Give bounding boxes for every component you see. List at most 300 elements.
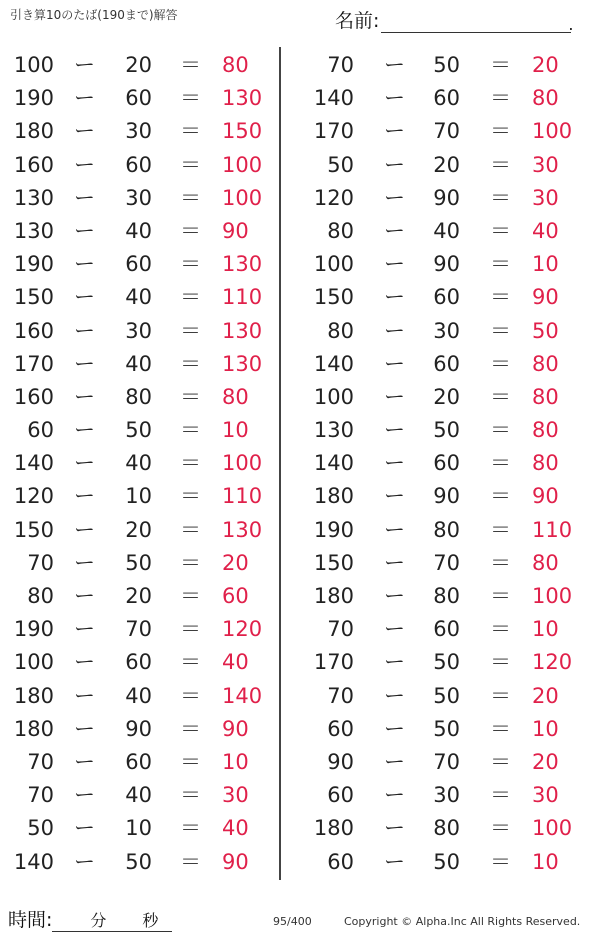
minus-sign: ー [384, 53, 405, 77]
equals-sign: ＝ [180, 517, 201, 542]
minuend: 70 [27, 749, 54, 774]
right-problem-column [310, 49, 590, 879]
subtrahend: 80 [433, 584, 460, 608]
minuend: 140 [313, 351, 354, 376]
equals-sign: ＝ [490, 185, 511, 210]
answer: 110 [222, 484, 263, 509]
minus-sign: ー [384, 384, 405, 409]
minuend: 140 [13, 451, 54, 476]
minus-sign: ー [74, 285, 95, 310]
subtrahend: 40 [125, 451, 152, 476]
minus-sign: ー [384, 783, 405, 808]
problem-row [310, 182, 590, 215]
equals-sign: ＝ [180, 550, 201, 575]
subtrahend: 30 [433, 783, 460, 808]
minus-sign: ー [74, 816, 95, 841]
minus-sign: ー [74, 517, 95, 542]
equals-sign: ＝ [180, 152, 201, 177]
subtrahend: 50 [433, 683, 460, 708]
answer: 110 [222, 285, 263, 310]
minus-sign: ー [74, 617, 95, 642]
subtrahend: 80 [125, 384, 152, 409]
minutes-label: 分 [90, 911, 107, 930]
subtrahend: 60 [433, 351, 460, 376]
minuend: 80 [27, 584, 54, 608]
left-problem-column [0, 49, 280, 879]
minuend: 160 [13, 318, 54, 343]
problem-row [310, 514, 590, 547]
minus-sign: ー [74, 384, 95, 409]
subtrahend: 60 [125, 650, 152, 675]
equals-sign: ＝ [490, 451, 511, 476]
equals-sign: ＝ [180, 584, 201, 608]
problem-row [310, 779, 590, 812]
subtrahend: 20 [125, 584, 152, 608]
answer: 100 [222, 152, 263, 177]
problem-row [0, 580, 280, 613]
minuend: 180 [313, 584, 354, 608]
minuend: 80 [327, 318, 354, 343]
answer: 10 [532, 716, 559, 741]
minus-sign: ー [74, 650, 95, 675]
equals-sign: ＝ [180, 418, 201, 443]
answer: 40 [222, 816, 249, 841]
answer: 20 [532, 683, 559, 708]
equals-sign: ＝ [180, 683, 201, 708]
equals-sign: ＝ [180, 351, 201, 376]
name-field [335, 6, 574, 34]
problem-row [310, 414, 590, 447]
minus-sign: ー [74, 683, 95, 708]
subtrahend: 20 [125, 517, 152, 542]
answer: 30 [532, 783, 559, 808]
subtrahend: 70 [433, 119, 460, 144]
subtrahend: 30 [125, 318, 152, 343]
minus-sign: ー [384, 152, 405, 177]
answer: 130 [222, 318, 263, 343]
problem-row [0, 680, 280, 713]
subtrahend: 90 [125, 716, 152, 741]
problem-row [0, 447, 280, 480]
subtrahend: 30 [433, 318, 460, 343]
subtrahend: 20 [433, 384, 460, 409]
equals-sign: ＝ [490, 749, 511, 774]
minuend: 80 [327, 218, 354, 243]
subtrahend: 60 [125, 86, 152, 111]
answer: 30 [532, 152, 559, 177]
minus-sign: ー [384, 252, 405, 277]
equals-sign: ＝ [180, 783, 201, 808]
equals-sign: ＝ [490, 517, 511, 542]
equals-sign: ＝ [180, 484, 201, 509]
answer: 90 [532, 484, 559, 509]
minuend: 190 [13, 617, 54, 642]
minus-sign: ー [74, 53, 95, 77]
minus-sign: ー [384, 617, 405, 642]
answer: 140 [222, 683, 263, 708]
answer: 130 [222, 517, 263, 542]
problem-row [0, 248, 280, 281]
problem-row [310, 846, 590, 879]
subtrahend: 60 [433, 285, 460, 310]
problem-row [0, 480, 280, 513]
problem-row [0, 281, 280, 314]
answer: 20 [222, 550, 249, 575]
answer: 110 [532, 517, 573, 542]
problem-row [0, 646, 280, 679]
subtrahend: 30 [125, 185, 152, 210]
minuend: 130 [313, 418, 354, 443]
answer: 90 [532, 285, 559, 310]
problem-row [310, 613, 590, 646]
subtrahend: 40 [433, 218, 460, 243]
problem-row [310, 82, 590, 115]
minuend: 180 [313, 816, 354, 841]
subtrahend: 60 [433, 86, 460, 111]
subtrahend: 50 [125, 550, 152, 575]
answer: 100 [532, 816, 573, 841]
answer: 100 [222, 451, 263, 476]
minus-sign: ー [74, 218, 95, 243]
equals-sign: ＝ [490, 816, 511, 841]
problem-row [0, 115, 280, 148]
problem-row [0, 315, 280, 348]
minuend: 190 [313, 517, 354, 542]
subtrahend: 50 [125, 849, 152, 874]
problem-row [0, 746, 280, 779]
minuend: 70 [27, 783, 54, 808]
problem-row [310, 480, 590, 513]
subtrahend: 20 [125, 53, 152, 77]
minuend: 60 [327, 849, 354, 874]
minus-sign: ー [384, 351, 405, 376]
minuend: 60 [327, 783, 354, 808]
equals-sign: ＝ [180, 451, 201, 476]
minus-sign: ー [384, 451, 405, 476]
equals-sign: ＝ [180, 650, 201, 675]
minus-sign: ー [384, 318, 405, 343]
minus-sign: ー [384, 683, 405, 708]
equals-sign: ＝ [490, 683, 511, 708]
problem-row [0, 514, 280, 547]
answer: 80 [532, 451, 559, 476]
time-field [8, 905, 172, 932]
answer: 120 [222, 617, 263, 642]
minus-sign: ー [74, 119, 95, 144]
problem-row [310, 315, 590, 348]
answer: 30 [532, 185, 559, 210]
minuend: 60 [27, 418, 54, 443]
problem-row [0, 49, 280, 82]
answer: 30 [222, 783, 249, 808]
problem-row [310, 580, 590, 613]
subtrahend: 70 [433, 749, 460, 774]
answer: 80 [222, 384, 249, 409]
subtrahend: 50 [433, 849, 460, 874]
answer: 100 [532, 119, 573, 144]
subtrahend: 40 [125, 285, 152, 310]
time-blank-line[interactable] [52, 911, 172, 932]
answer: 90 [222, 716, 249, 741]
subtrahend: 10 [125, 484, 152, 509]
minus-sign: ー [384, 716, 405, 741]
minuend: 150 [313, 285, 354, 310]
problem-row [0, 779, 280, 812]
minuend: 190 [13, 86, 54, 111]
minus-sign: ー [74, 484, 95, 509]
minuend: 180 [13, 119, 54, 144]
minuend: 140 [313, 86, 354, 111]
answer: 50 [532, 318, 559, 343]
minus-sign: ー [74, 550, 95, 575]
equals-sign: ＝ [490, 849, 511, 874]
problem-row [310, 680, 590, 713]
problem-row [310, 348, 590, 381]
answer: 10 [532, 617, 559, 642]
minuend: 180 [313, 484, 354, 509]
answer: 80 [532, 418, 559, 443]
equals-sign: ＝ [490, 285, 511, 310]
problem-row [310, 646, 590, 679]
minus-sign: ー [74, 716, 95, 741]
minuend: 130 [13, 218, 54, 243]
minus-sign: ー [384, 650, 405, 675]
equals-sign: ＝ [180, 749, 201, 774]
equals-sign: ＝ [490, 617, 511, 642]
problem-row [310, 215, 590, 248]
minuend: 70 [327, 53, 354, 77]
minuend: 140 [13, 849, 54, 874]
equals-sign: ＝ [180, 716, 201, 741]
problem-row [310, 381, 590, 414]
problem-row [0, 149, 280, 182]
problem-row [310, 149, 590, 182]
minuend: 70 [327, 617, 354, 642]
equals-sign: ＝ [490, 783, 511, 808]
equals-sign: ＝ [490, 351, 511, 376]
problem-row [0, 215, 280, 248]
time-label: 時間: [8, 909, 53, 931]
answer: 80 [532, 550, 559, 575]
answer: 10 [222, 749, 249, 774]
minus-sign: ー [74, 86, 95, 111]
equals-sign: ＝ [490, 484, 511, 509]
name-label: 名前: [335, 10, 380, 32]
minus-sign: ー [74, 451, 95, 476]
minuend: 100 [313, 384, 354, 409]
minuend: 150 [313, 550, 354, 575]
equals-sign: ＝ [180, 285, 201, 310]
problem-row [310, 281, 590, 314]
equals-sign: ＝ [490, 152, 511, 177]
minuend: 100 [313, 252, 354, 277]
equals-sign: ＝ [490, 418, 511, 443]
equals-sign: ＝ [490, 716, 511, 741]
equals-sign: ＝ [490, 650, 511, 675]
answer: 20 [532, 53, 559, 77]
minuend: 50 [327, 152, 354, 177]
minus-sign: ー [384, 849, 405, 874]
equals-sign: ＝ [180, 218, 201, 243]
answer: 130 [222, 86, 263, 111]
problem-row [0, 713, 280, 746]
answer: 120 [532, 650, 573, 675]
equals-sign: ＝ [180, 816, 201, 841]
problem-row [0, 381, 280, 414]
minuend: 90 [327, 749, 354, 774]
equals-sign: ＝ [490, 550, 511, 575]
problem-row [310, 248, 590, 281]
minus-sign: ー [384, 517, 405, 542]
minuend: 160 [13, 384, 54, 409]
subtrahend: 50 [433, 716, 460, 741]
problem-row [0, 182, 280, 215]
minus-sign: ー [74, 418, 95, 443]
subtrahend: 60 [433, 617, 460, 642]
problem-row [0, 846, 280, 879]
answer: 10 [532, 252, 559, 277]
minuend: 140 [313, 451, 354, 476]
minuend: 60 [327, 716, 354, 741]
minuend: 170 [313, 650, 354, 675]
minus-sign: ー [74, 849, 95, 874]
minuend: 170 [313, 119, 354, 144]
problem-row [0, 613, 280, 646]
minuend: 100 [13, 650, 54, 675]
minuend: 70 [27, 550, 54, 575]
equals-sign: ＝ [180, 119, 201, 144]
minuend: 150 [13, 285, 54, 310]
equals-sign: ＝ [180, 318, 201, 343]
equals-sign: ＝ [180, 53, 201, 77]
answer: 150 [222, 119, 263, 144]
problem-row [310, 115, 590, 148]
subtrahend: 40 [125, 783, 152, 808]
equals-sign: ＝ [180, 252, 201, 277]
subtrahend: 50 [433, 53, 460, 77]
minus-sign: ー [74, 749, 95, 774]
answer: 80 [532, 384, 559, 409]
minus-sign: ー [384, 185, 405, 210]
minuend: 120 [13, 484, 54, 509]
equals-sign: ＝ [490, 53, 511, 77]
minus-sign: ー [384, 86, 405, 111]
minuend: 180 [13, 683, 54, 708]
minus-sign: ー [74, 584, 95, 608]
minuend: 130 [13, 185, 54, 210]
worksheet-title: 引き算10のたば(190まで)解答 [10, 8, 178, 22]
minus-sign: ー [384, 218, 405, 243]
equals-sign: ＝ [180, 185, 201, 210]
subtrahend: 40 [125, 683, 152, 708]
minus-sign: ー [384, 749, 405, 774]
answer: 80 [532, 86, 559, 111]
answer: 80 [222, 53, 249, 77]
equals-sign: ＝ [180, 849, 201, 874]
equals-sign: ＝ [490, 119, 511, 144]
minuend: 190 [13, 252, 54, 277]
equals-sign: ＝ [180, 617, 201, 642]
page-number: 95/400 [273, 915, 312, 928]
problem-row [310, 447, 590, 480]
minuend: 160 [13, 152, 54, 177]
subtrahend: 40 [125, 218, 152, 243]
equals-sign: ＝ [180, 86, 201, 111]
problem-row [0, 348, 280, 381]
minus-sign: ー [74, 783, 95, 808]
answer: 20 [532, 749, 559, 774]
answer: 80 [532, 351, 559, 376]
seconds-label: 秒 [142, 911, 159, 930]
subtrahend: 60 [125, 152, 152, 177]
subtrahend: 50 [433, 418, 460, 443]
minus-sign: ー [384, 285, 405, 310]
minuend: 70 [327, 683, 354, 708]
subtrahend: 90 [433, 484, 460, 509]
name-end-dot: . [568, 15, 574, 34]
minuend: 120 [313, 185, 354, 210]
answer: 130 [222, 351, 263, 376]
minus-sign: ー [384, 550, 405, 575]
equals-sign: ＝ [180, 384, 201, 409]
problem-row [310, 713, 590, 746]
column-divider [279, 47, 281, 880]
minus-sign: ー [384, 119, 405, 144]
equals-sign: ＝ [490, 218, 511, 243]
copyright-text: Copyright © Alpha.Inc All Rights Reserved. [344, 915, 581, 928]
answer: 60 [222, 584, 249, 608]
minus-sign: ー [384, 484, 405, 509]
minuend: 180 [13, 716, 54, 741]
answer: 10 [532, 849, 559, 874]
minus-sign: ー [384, 418, 405, 443]
problem-row [0, 812, 280, 845]
subtrahend: 80 [433, 517, 460, 542]
answer: 130 [222, 252, 263, 277]
minuend: 150 [13, 517, 54, 542]
equals-sign: ＝ [490, 584, 511, 608]
equals-sign: ＝ [490, 252, 511, 277]
minuend: 170 [13, 351, 54, 376]
answer: 40 [532, 218, 559, 243]
equals-sign: ＝ [490, 86, 511, 111]
answer: 90 [222, 218, 249, 243]
problem-row [310, 812, 590, 845]
subtrahend: 50 [125, 418, 152, 443]
minuend: 100 [13, 53, 54, 77]
minus-sign: ー [74, 318, 95, 343]
equals-sign: ＝ [490, 384, 511, 409]
answer: 90 [222, 849, 249, 874]
problem-row [310, 49, 590, 82]
answer: 10 [222, 418, 249, 443]
problem-row [310, 746, 590, 779]
subtrahend: 70 [433, 550, 460, 575]
subtrahend: 30 [125, 119, 152, 144]
minus-sign: ー [74, 351, 95, 376]
minus-sign: ー [74, 185, 95, 210]
subtrahend: 50 [433, 650, 460, 675]
subtrahend: 40 [125, 351, 152, 376]
minus-sign: ー [384, 816, 405, 841]
subtrahend: 20 [433, 152, 460, 177]
name-blank-line[interactable] [381, 10, 574, 34]
equals-sign: ＝ [490, 318, 511, 343]
problem-row [310, 547, 590, 580]
subtrahend: 70 [125, 617, 152, 642]
minus-sign: ー [74, 252, 95, 277]
subtrahend: 60 [125, 749, 152, 774]
